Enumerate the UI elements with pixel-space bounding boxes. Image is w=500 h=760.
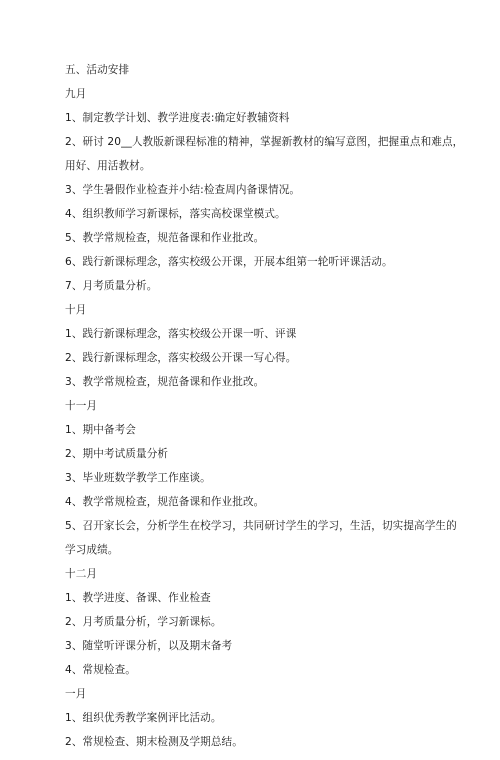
list-item: 2、研讨 20__人教版新课程标准的精神，掌握新教材的编写意图，把握重点和难点， xyxy=(65,136,464,148)
list-item: 1、期中备考会 xyxy=(65,424,137,436)
list-item: 5、召开家长会，分析学生在校学习，共同研讨学生的学习，生活，切实提高学生的 xyxy=(65,520,457,532)
list-item: 3、随堂听评课分析，以及期末备考 xyxy=(65,640,233,652)
document-body xyxy=(65,64,465,760)
list-item: 7、月考质量分析。 xyxy=(65,280,158,292)
month-heading-january: 一月 xyxy=(65,688,87,700)
list-item: 1、教学进度、备课、作业检查 xyxy=(65,592,211,604)
list-item: 5、教学常规检查，规范备课和作业批改。 xyxy=(65,232,265,244)
list-item: 1、制定教学计划、教学进度表:确定好教辅资料 xyxy=(65,112,290,124)
month-heading-december: 十二月 xyxy=(65,568,98,580)
section-heading: 五、活动安排 xyxy=(65,64,130,76)
list-item: 2、月考质量分析，学习新课标。 xyxy=(65,616,222,628)
list-item: 2、期中考试质量分析 xyxy=(65,448,169,460)
month-heading-october: 十月 xyxy=(65,304,87,316)
list-item: 3、毕业班数学教学工作座谈。 xyxy=(65,472,211,484)
list-item: 4、常规检查。 xyxy=(65,664,137,676)
list-item: 1、组织优秀教学案例评比活动。 xyxy=(65,712,222,724)
list-item-continuation: 学习成绩。 xyxy=(65,544,119,556)
month-heading-november: 十一月 xyxy=(65,400,98,412)
list-item: 4、教学常规检查，规范备课和作业批改。 xyxy=(65,496,265,508)
month-heading-september: 九月 xyxy=(65,88,87,100)
list-item: 2、常规检查、期末检测及学期总结。 xyxy=(65,736,243,748)
list-item: 6、践行新课标理念，落实校级公开课，开展本组第一轮听评课活动。 xyxy=(65,256,393,268)
list-item: 4、组织教师学习新课标，落实高校课堂模式。 xyxy=(65,208,286,220)
list-item: 2、践行新课标理念，落实校级公开课一写心得。 xyxy=(65,352,297,364)
list-item: 1、践行新课标理念，落实校级公开课一听、评课 xyxy=(65,328,297,340)
list-item-continuation: 用好、用活教材。 xyxy=(65,160,151,172)
list-item: 3、学生暑假作业检查并小结:检查周内备课情况。 xyxy=(65,184,301,196)
list-item: 3、教学常规检查，规范备课和作业批改。 xyxy=(65,376,265,388)
